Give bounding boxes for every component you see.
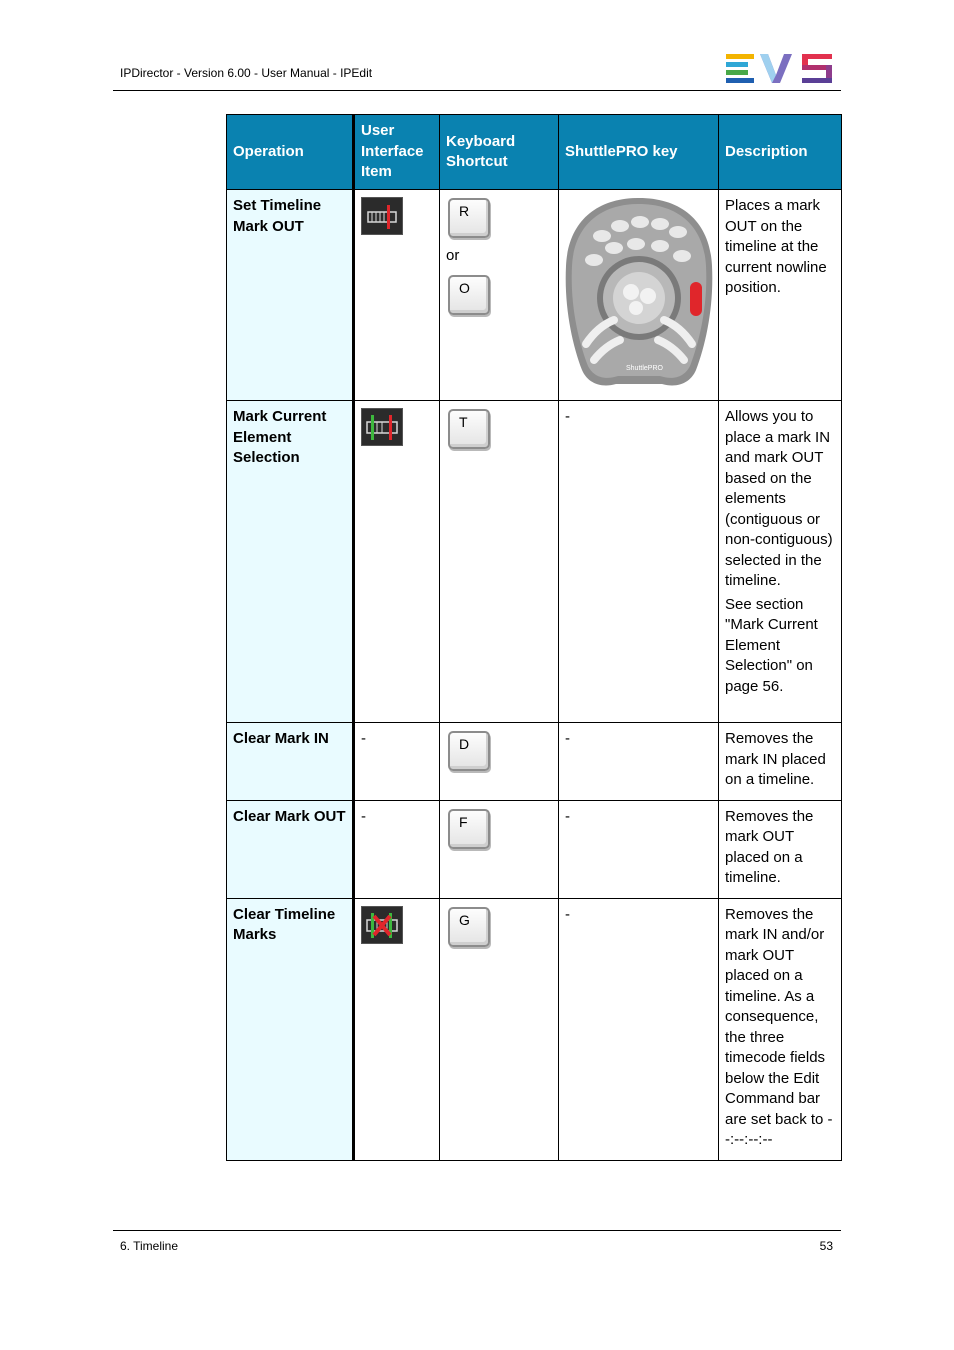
evs-logo: [726, 53, 834, 83]
or-separator: or: [446, 247, 460, 264]
keycap-o: O: [448, 275, 490, 315]
table-row: [227, 190, 842, 401]
table-header-row: [227, 115, 842, 190]
keycap-r: R: [448, 198, 490, 238]
footer-section: 6. Timeline: [120, 1239, 179, 1253]
table-row: [227, 800, 842, 898]
keyboard-shortcut-cell: [440, 800, 559, 898]
column-header-operation: Operation: [227, 115, 354, 190]
keycap-d: D: [448, 731, 490, 771]
operation-cell: Mark Current Element Selection: [227, 401, 354, 723]
description-cell: [719, 800, 842, 898]
table-row: [227, 898, 842, 1160]
table-row: [227, 401, 842, 723]
description-cell: [719, 190, 842, 401]
ui-item-cell: [354, 190, 440, 401]
shuttlepro-cell: -: [559, 898, 719, 1160]
keyboard-shortcut-cell: [440, 401, 559, 723]
operation-cell: Clear Timeline Marks: [227, 898, 354, 1160]
page-number: 53: [819, 1239, 833, 1253]
operation-cell: Clear Mark IN: [227, 723, 354, 801]
shuttlepro-cell: -: [559, 800, 719, 898]
shuttlepro-cell: -: [559, 723, 719, 801]
shuttlepro-cell: -: [559, 401, 719, 723]
description-text: Places a mark OUT on the timeline at the current nowline position.: [725, 197, 827, 296]
column-header-description: Description: [719, 115, 842, 190]
shuttlepro-cell: [559, 190, 719, 401]
ui-item-cell: [354, 898, 440, 1160]
footer-divider: [113, 1230, 841, 1231]
column-header-shuttlepro-key: ShuttlePRO key: [559, 115, 719, 190]
clear-timeline-marks-icon: [361, 906, 403, 944]
description-cell: [719, 898, 842, 1160]
keyboard-shortcut-cell: [440, 190, 559, 401]
keycap-t: T: [448, 409, 490, 449]
description-cell: [719, 723, 842, 801]
svg-text:ShuttlePRO: ShuttlePRO: [625, 365, 663, 372]
header-divider: [113, 90, 841, 91]
column-header-keyboard-shortcut: Keyboard Shortcut: [440, 115, 559, 190]
set-mark-out-icon: [361, 197, 403, 235]
description-text: Removes the mark IN placed on a timeline.: [725, 730, 826, 788]
description-text: Removes the mark IN and/or mark OUT placed on a timeline. As a consequence, the three timecode fields below the Edit Command bar are set back to --:--:--:--: [725, 905, 833, 1148]
operations-table: [226, 114, 842, 1161]
shuttlepro-image: [564, 194, 714, 390]
operation-cell: Clear Mark OUT: [227, 800, 354, 898]
page-header-title: IPDirector - Version 6.00 - User Manual - IPEdit: [120, 66, 373, 80]
column-header-ui-item: User Interface Item: [354, 115, 440, 190]
description-cell: [719, 401, 842, 723]
description-text: Removes the mark OUT placed on a timeline.: [725, 807, 814, 886]
description-text: Allows you to place a mark IN and mark OUT based on the elements (contiguous or non-contiguous) selected in the timeline.: [725, 408, 833, 589]
ui-item-cell: [354, 401, 440, 723]
mark-current-element-icon: [361, 408, 403, 446]
keyboard-shortcut-cell: [440, 898, 559, 1160]
description-cross-reference: See section "Mark Current Element Selection" on page 56.: [725, 595, 818, 695]
ui-item-cell: -: [354, 800, 440, 898]
keyboard-shortcut-cell: [440, 723, 559, 801]
keycap-g: G: [448, 907, 490, 947]
table-row: [227, 723, 842, 801]
keycap-f: F: [448, 809, 490, 849]
operation-cell: Set Timeline Mark OUT: [227, 190, 354, 401]
ui-item-cell: -: [354, 723, 440, 801]
